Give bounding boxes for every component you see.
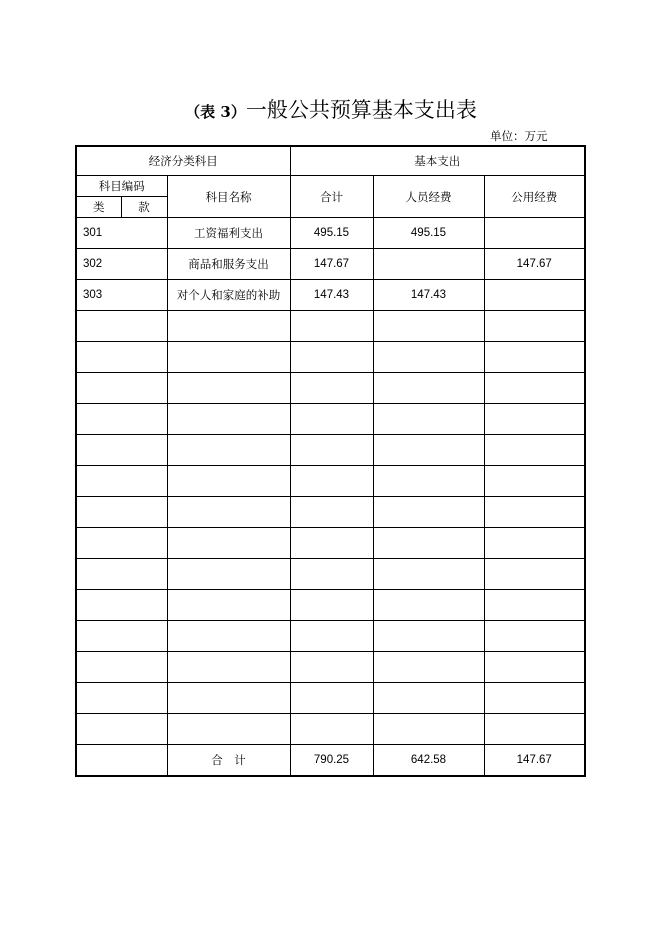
code-cell [76,559,167,590]
total-cell [290,559,373,590]
table-row [76,621,585,652]
public-cell [484,342,585,373]
code-cell [76,466,167,497]
public-cell [484,466,585,497]
public-cell [484,683,585,714]
summary-row [76,745,585,777]
personnel-cell [373,435,484,466]
total-cell [290,714,373,745]
header-row [76,176,585,197]
subject-name-cell [167,652,290,683]
subject-name-cell: 工资福利支出 [167,218,290,249]
total-cell [290,342,373,373]
page-title [0,96,662,126]
personnel-cell [373,714,484,745]
total-cell [290,497,373,528]
header-public: 公用经费 [484,176,585,218]
code-cell [76,528,167,559]
code-cell [76,311,167,342]
public-cell: 147.67 [484,249,585,280]
personnel-cell [373,497,484,528]
header-code: 科目编码 [76,176,167,197]
code-cell [76,373,167,404]
table-row [76,373,585,404]
subject-name-cell [167,497,290,528]
public-cell [484,435,585,466]
code-cell [76,497,167,528]
code-cell [76,683,167,714]
subject-name-cell [167,683,290,714]
public-cell [484,528,585,559]
total-cell [290,435,373,466]
personnel-cell [373,652,484,683]
code-cell: 302 [76,249,167,280]
table-row [76,652,585,683]
subject-name-cell: 对个人和家庭的补助 [167,280,290,311]
table-row [76,559,585,590]
subject-name-cell [167,590,290,621]
total-cell [290,404,373,435]
unit-label: 单位：万元 [490,129,548,143]
personnel-cell [373,683,484,714]
personnel-cell [373,528,484,559]
total-cell: 495.15 [290,218,373,249]
public-cell [484,559,585,590]
personnel-cell [373,559,484,590]
header-basic-expense: 基本支出 [290,146,585,176]
header-total: 合计 [290,176,373,218]
code-cell [76,342,167,373]
subject-name-cell [167,311,290,342]
total-cell: 147.67 [290,249,373,280]
code-cell: 301 [76,218,167,249]
personnel-cell [373,249,484,280]
table-row [76,435,585,466]
public-cell [484,590,585,621]
subject-name-cell [167,373,290,404]
table-row [76,497,585,528]
code-cell [76,621,167,652]
total-cell [290,311,373,342]
public-cell [484,373,585,404]
header-econ-class: 经济分类科目 [76,146,290,176]
total-cell [290,683,373,714]
public-cell [484,280,585,311]
table-row [76,590,585,621]
code-cell [76,435,167,466]
subject-name-cell [167,528,290,559]
code-cell [76,714,167,745]
table-row [76,342,585,373]
public-cell [484,311,585,342]
subject-name-cell [167,621,290,652]
subject-name-cell [167,435,290,466]
total-cell [290,528,373,559]
header-category: 类 [76,197,121,218]
personnel-cell: 147.43 [373,280,484,311]
summary-label: 合 计 [167,745,290,777]
total-cell [290,621,373,652]
total-cell: 147.43 [290,280,373,311]
total-cell [290,590,373,621]
personnel-cell [373,466,484,497]
subject-name-cell [167,714,290,745]
subject-name-cell [167,404,290,435]
code-cell [76,590,167,621]
public-cell [484,714,585,745]
table-row [76,683,585,714]
total-cell [290,652,373,683]
expense-table [75,145,586,777]
title-main: 一般公共预算基本支出表 [245,98,477,122]
summary-public: 147.67 [484,745,585,777]
public-cell [484,652,585,683]
personnel-cell [373,590,484,621]
public-cell [484,497,585,528]
table-row [76,404,585,435]
summary-total: 790.25 [290,745,373,777]
code-cell [76,652,167,683]
subject-name-cell [167,342,290,373]
subject-name-cell [167,466,290,497]
title-prefix: （表 3） [185,103,246,121]
personnel-cell [373,373,484,404]
table-row [76,280,585,311]
code-cell [76,404,167,435]
summary-code-cell [76,745,167,777]
public-cell [484,404,585,435]
code-cell: 303 [76,280,167,311]
table-row [76,218,585,249]
table-row [76,249,585,280]
personnel-cell [373,311,484,342]
header-personnel: 人员经费 [373,176,484,218]
public-cell [484,218,585,249]
personnel-cell [373,342,484,373]
total-cell [290,373,373,404]
personnel-cell [373,404,484,435]
subject-name-cell [167,559,290,590]
header-section: 款 [121,197,167,218]
table-row [76,466,585,497]
personnel-cell [373,621,484,652]
table-row [76,714,585,745]
subject-name-cell: 商品和服务支出 [167,249,290,280]
header-row [76,146,585,176]
personnel-cell: 495.15 [373,218,484,249]
public-cell [484,621,585,652]
header-subject-name: 科目名称 [167,176,290,218]
table-row [76,528,585,559]
total-cell [290,466,373,497]
summary-personnel: 642.58 [373,745,484,777]
table-row [76,311,585,342]
